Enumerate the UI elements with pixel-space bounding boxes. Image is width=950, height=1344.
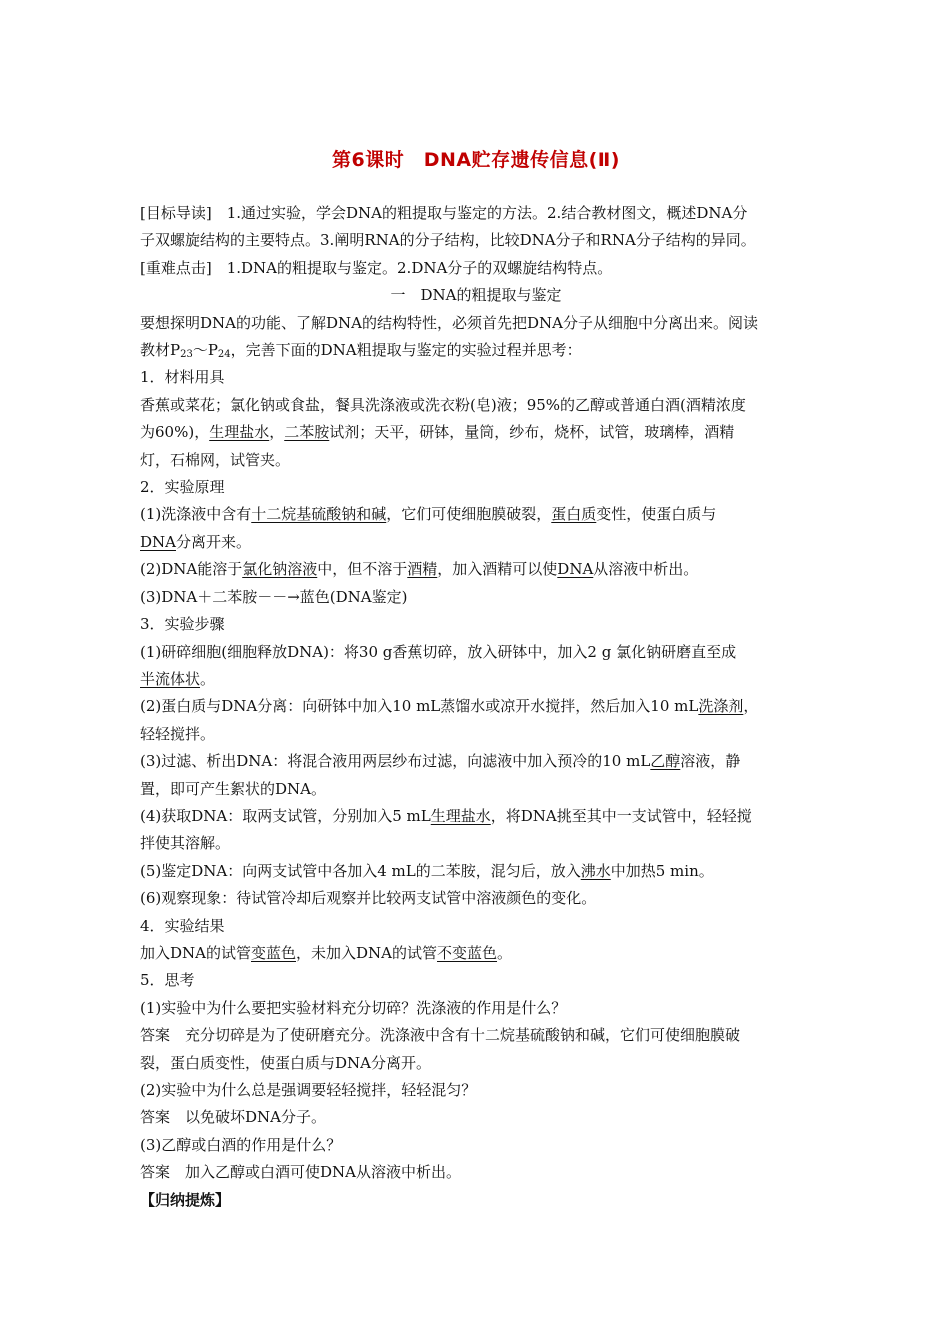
- fill-blank: 生理盐水: [430, 806, 491, 825]
- answer-2: 答案 以免破坏DNA分子。: [140, 1108, 326, 1127]
- principle-3: (3)DNA＋二苯胺－－→蓝色(DNA鉴定): [140, 587, 408, 606]
- fill-blank: 乙醇: [650, 752, 681, 771]
- step-5: (5)鉴定DNA：向两支试管中各加入4 mL的二苯胺，混匀后，放入沸水中加热5 min。: [140, 861, 714, 880]
- document-body: [140, 200, 812, 1214]
- fill-blank: 沸水: [580, 861, 611, 880]
- step-3-line-1: (3)过滤、析出DNA：将混合液用两层纱布过滤，向滤液中加入预冷的10 mL乙醇溶液，静: [140, 752, 741, 771]
- fill-blank: 氯化钠溶液: [242, 560, 318, 579]
- thinking-heading: 5．思考: [140, 971, 195, 990]
- step-1-line-1: (1)研碎细胞(细胞释放DNA)：将30 g香蕉切碎，放入研钵中，加入2 g 氯化钠研磨直至成: [140, 642, 737, 661]
- intro-line-1: 要想探明DNA的功能、了解DNA的结构特性，必须首先把DNA分子从细胞中分离出来。阅读: [140, 313, 758, 332]
- question-2: (2)实验中为什么总是强调要轻轻搅拌，轻轻混匀？: [140, 1081, 477, 1099]
- fill-blank: 十二烷基硫酸钠和碱: [251, 505, 387, 524]
- fill-blank: 酒精: [407, 560, 438, 579]
- fill-blank: 蛋白质: [551, 505, 597, 524]
- answer-1-line-2: 裂，蛋白质变性，使蛋白质与DNA分离开。: [140, 1053, 431, 1072]
- lesson-title: 第6课时 DNA贮存遗传信息(Ⅱ): [332, 149, 620, 171]
- focus-label: [重难点击]: [140, 258, 212, 277]
- fill-blank: 二苯胺: [284, 423, 330, 442]
- step-3-line-2: 置，即可产生絮状的DNA。: [140, 779, 326, 798]
- step-1-line-2: 半流体状。: [140, 669, 216, 688]
- step-6: (6)观察现象：待试管冷却后观察并比较两支试管中溶液颜色的变化。: [140, 889, 597, 908]
- results-line: 加入DNA的试管变蓝色，未加入DNA的试管不变蓝色。: [140, 943, 513, 962]
- answer-1-line-1: 答案 充分切碎是为了使研磨充分。洗涤液中含有十二烷基硫酸钠和碱，它们可使细胞膜破: [140, 1026, 741, 1045]
- step-2-line-2: 轻轻搅拌。: [140, 724, 216, 743]
- question-3: (3)乙醇或白酒的作用是什么？: [140, 1135, 342, 1154]
- goals-line-2: 子双螺旋结构的主要特点。3.阐明RNA的分子结构，比较DNA分子和RNA分子结构的异同。: [140, 231, 756, 250]
- goals-label: [目标导读]: [140, 204, 212, 222]
- fill-blank: 生理盐水: [209, 423, 270, 442]
- fill-blank: 不变蓝色: [437, 943, 498, 962]
- principle-2: (2)DNA能溶于氯化钠溶液中，但不溶于酒精，加入酒精可以使DNA从溶液中析出。: [140, 560, 699, 579]
- fill-blank: 洗涤剂: [698, 697, 744, 716]
- materials-line-3: 灯，石棉网，试管夹。: [140, 450, 291, 469]
- intro-line-2: 教材$P_{23}\sim P_{24}$，完善下面的DNA粗提取与鉴定的实验过程并思考：: [140, 341, 582, 361]
- principle-1-line-1: (1)洗涤液中含有十二烷基硫酸钠和碱，它们可使细胞膜破裂，蛋白质变性，使蛋白质与: [140, 505, 717, 524]
- section-heading: 一 DNA的粗提取与鉴定: [390, 286, 562, 305]
- fill-blank: DNA: [140, 532, 176, 551]
- fill-blank: 变蓝色: [251, 943, 297, 962]
- answer-3: 答案 加入乙醇或白酒可使DNA从溶液中析出。: [140, 1163, 461, 1182]
- principle-1-line-2: DNA分离开来。: [140, 532, 251, 551]
- fill-blank: 半流体状: [140, 669, 201, 688]
- principle-heading: 2．实验原理: [140, 478, 225, 497]
- materials-line-1: 香蕉或菜花；氯化钠或食盐，餐具洗涤液或洗衣粉(皂)液；95%的乙醇或普通白酒(酒精浓度: [140, 395, 746, 414]
- results-heading: 4．实验结果: [140, 916, 225, 935]
- materials-line-2: 为60%)，生理盐水，二苯胺试剂；天平，研钵，量筒，纱布，烧杯，试管，玻璃棒，酒精: [140, 423, 735, 442]
- step-4-line-1: (4)获取DNA：取两支试管，分别加入5 mL生理盐水，将DNA挑至其中一支试管中，轻轻搅: [140, 806, 752, 825]
- goals-line-1: [目标导读] 1.通过实验，学会DNA的粗提取与鉴定的方法。2.结合教材图文，概述DNA分: [140, 204, 748, 222]
- steps-heading: 3．实验步骤: [140, 615, 225, 634]
- step-4-line-2: 拌使其溶解。: [140, 834, 231, 853]
- question-1: (1)实验中为什么要把实验材料充分切碎？洗涤液的作用是什么？: [140, 998, 567, 1017]
- focus-line: [重难点击] 1.DNA的粗提取与鉴定。2.DNA分子的双螺旋结构特点。: [140, 258, 613, 277]
- materials-heading: 1．材料用具: [140, 368, 225, 387]
- step-2-line-1: (2)蛋白质与DNA分离：向研钵中加入10 mL蒸馏水或凉开水搅拌，然后加入10 mL洗涤剂，: [140, 697, 759, 716]
- summary-heading: 【归纳提炼】: [140, 1190, 231, 1209]
- fill-blank: DNA: [557, 560, 594, 579]
